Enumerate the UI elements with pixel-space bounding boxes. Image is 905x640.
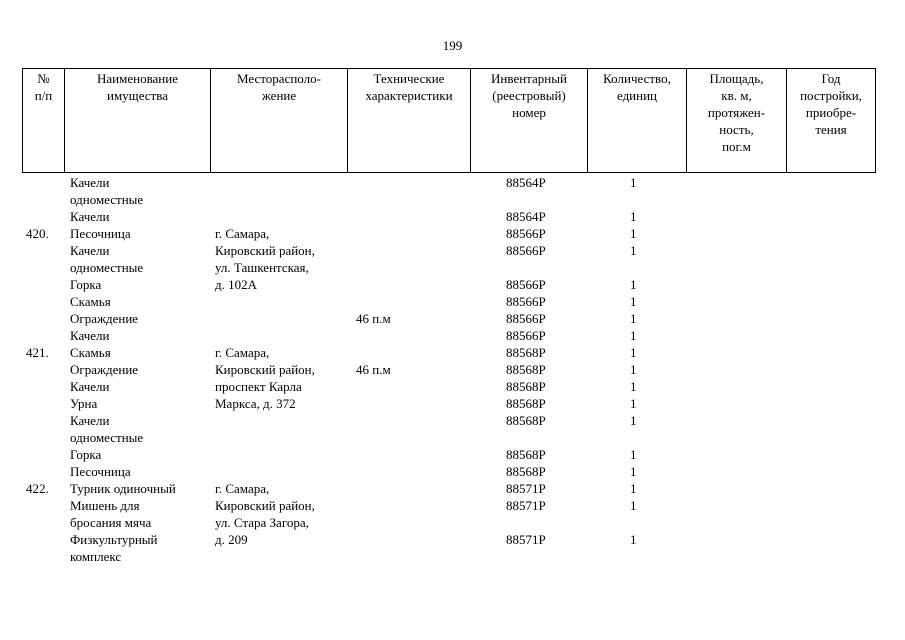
- item-tech: 46 п.м: [356, 311, 391, 326]
- quantity: 1: [630, 328, 637, 343]
- inventory-number: 88566Р: [506, 226, 546, 241]
- header-year-line: приобре-: [805, 105, 857, 120]
- item-name: одноместные: [70, 260, 144, 275]
- header-year-line: постройки,: [800, 88, 862, 103]
- item-location: проспект Карла: [215, 379, 302, 394]
- header-year-line: тения: [815, 122, 847, 137]
- item-location: ул. Стара Загора,: [215, 515, 309, 530]
- quantity: 1: [630, 396, 637, 411]
- quantity: 1: [630, 498, 637, 513]
- inventory-number: 88564Р: [506, 175, 546, 190]
- inventory-number: 88571Р: [506, 498, 546, 513]
- item-location: г. Самара,: [215, 226, 270, 241]
- header-name-line: имущества: [107, 88, 168, 103]
- quantity: 1: [630, 243, 637, 258]
- quantity: 1: [630, 464, 637, 479]
- item-name: Качели: [70, 175, 110, 190]
- header-name-line: Наименование: [97, 71, 178, 86]
- quantity: 1: [630, 277, 637, 292]
- header-num-line: п/п: [34, 88, 53, 103]
- item-location: Маркса, д. 372: [215, 396, 296, 411]
- quantity: 1: [630, 209, 637, 224]
- item-name: Ограждение: [70, 311, 139, 326]
- header-location: [211, 70, 347, 104]
- item-name: Песочница: [70, 464, 131, 479]
- item-name: Качели: [70, 413, 110, 428]
- item-name: Качели: [70, 243, 110, 258]
- row-number: 421.: [26, 345, 49, 360]
- item-location: д. 209: [215, 532, 248, 547]
- header-quantity-line: Количество,: [603, 71, 671, 86]
- quantity: 1: [630, 226, 637, 241]
- header-location-line: Месторасполо-: [237, 71, 321, 86]
- inventory-number: 88571Р: [506, 532, 546, 547]
- item-tech: 46 п.м: [356, 362, 391, 377]
- quantity: 1: [630, 311, 637, 326]
- header-area-line: пог.м: [722, 139, 751, 154]
- inventory-number: 88568Р: [506, 464, 546, 479]
- quantity: 1: [630, 413, 637, 428]
- header-area-line: кв. м,: [721, 88, 752, 103]
- header-tech: [348, 70, 470, 104]
- item-name: бросания мяча: [70, 515, 152, 530]
- header-year: [787, 70, 875, 138]
- inventory-number: 88566Р: [506, 311, 546, 326]
- inventory-number: 88568Р: [506, 396, 546, 411]
- item-name: Песочница: [70, 226, 131, 241]
- inventory-number: 88564Р: [506, 209, 546, 224]
- inventory-number: 88568Р: [506, 447, 546, 462]
- column-divider: [875, 68, 876, 173]
- quantity: 1: [630, 175, 637, 190]
- row-number: 422.: [26, 481, 49, 496]
- item-name: Ограждение: [70, 362, 139, 377]
- header-area: [687, 70, 786, 155]
- header-tech-line: Технические: [373, 71, 445, 86]
- item-name: Качели: [70, 209, 110, 224]
- header-num-line: №: [37, 71, 50, 86]
- item-name: Мишень для: [70, 498, 140, 513]
- header-inventory-line: (реестровый): [492, 88, 566, 103]
- item-name: Качели: [70, 328, 110, 343]
- item-name: Скамья: [70, 345, 111, 360]
- inventory-number: 88568Р: [506, 362, 546, 377]
- quantity: 1: [630, 447, 637, 462]
- row-number: 420.: [26, 226, 49, 241]
- quantity: 1: [630, 379, 637, 394]
- inventory-number: 88568Р: [506, 379, 546, 394]
- header-area-line: Площадь,: [709, 71, 764, 86]
- item-location: г. Самара,: [215, 345, 270, 360]
- item-location: г. Самара,: [215, 481, 270, 496]
- item-location: Кировский район,: [215, 243, 315, 258]
- item-name: одноместные: [70, 430, 144, 445]
- item-location: Кировский район,: [215, 498, 315, 513]
- inventory-number: 88566Р: [506, 294, 546, 309]
- header-area-line: протяжен-: [707, 105, 766, 120]
- header-name: [65, 70, 210, 104]
- header-inventory-line: Инвентарный: [491, 71, 567, 86]
- table-header-bottom-border: [22, 172, 876, 173]
- item-name: Качели: [70, 379, 110, 394]
- item-location: Кировский район,: [215, 362, 315, 377]
- quantity: 1: [630, 481, 637, 496]
- table-top-border: [22, 68, 876, 69]
- quantity: 1: [630, 294, 637, 309]
- item-name: Турник одиночный: [70, 481, 176, 496]
- item-name: Скамья: [70, 294, 111, 309]
- item-name: Горка: [70, 447, 102, 462]
- quantity: 1: [630, 345, 637, 360]
- item-name: комплекс: [70, 549, 122, 564]
- header-num: [23, 70, 64, 104]
- inventory-number: 88568Р: [506, 413, 546, 428]
- item-name: Горка: [70, 277, 102, 292]
- header-quantity: [588, 70, 686, 104]
- item-name: Урна: [70, 396, 98, 411]
- quantity: 1: [630, 362, 637, 377]
- header-year-line: Год: [821, 71, 841, 86]
- item-name: одноместные: [70, 192, 144, 207]
- header-area-line: ность,: [719, 122, 754, 137]
- quantity: 1: [630, 532, 637, 547]
- inventory-number: 88566Р: [506, 243, 546, 258]
- item-location: д. 102А: [215, 277, 258, 292]
- header-quantity-line: единиц: [616, 88, 658, 103]
- header-location-line: жение: [261, 88, 297, 103]
- header-inventory-line: номер: [512, 105, 546, 120]
- inventory-number: 88566Р: [506, 328, 546, 343]
- item-location: ул. Ташкентская,: [215, 260, 309, 275]
- inventory-number: 88566Р: [506, 277, 546, 292]
- item-name: Физкультурный: [70, 532, 158, 547]
- inventory-number: 88571Р: [506, 481, 546, 496]
- header-tech-line: характеристики: [365, 88, 453, 103]
- inventory-number: 88568Р: [506, 345, 546, 360]
- page-number: 199: [442, 38, 463, 53]
- header-inventory: [471, 70, 587, 121]
